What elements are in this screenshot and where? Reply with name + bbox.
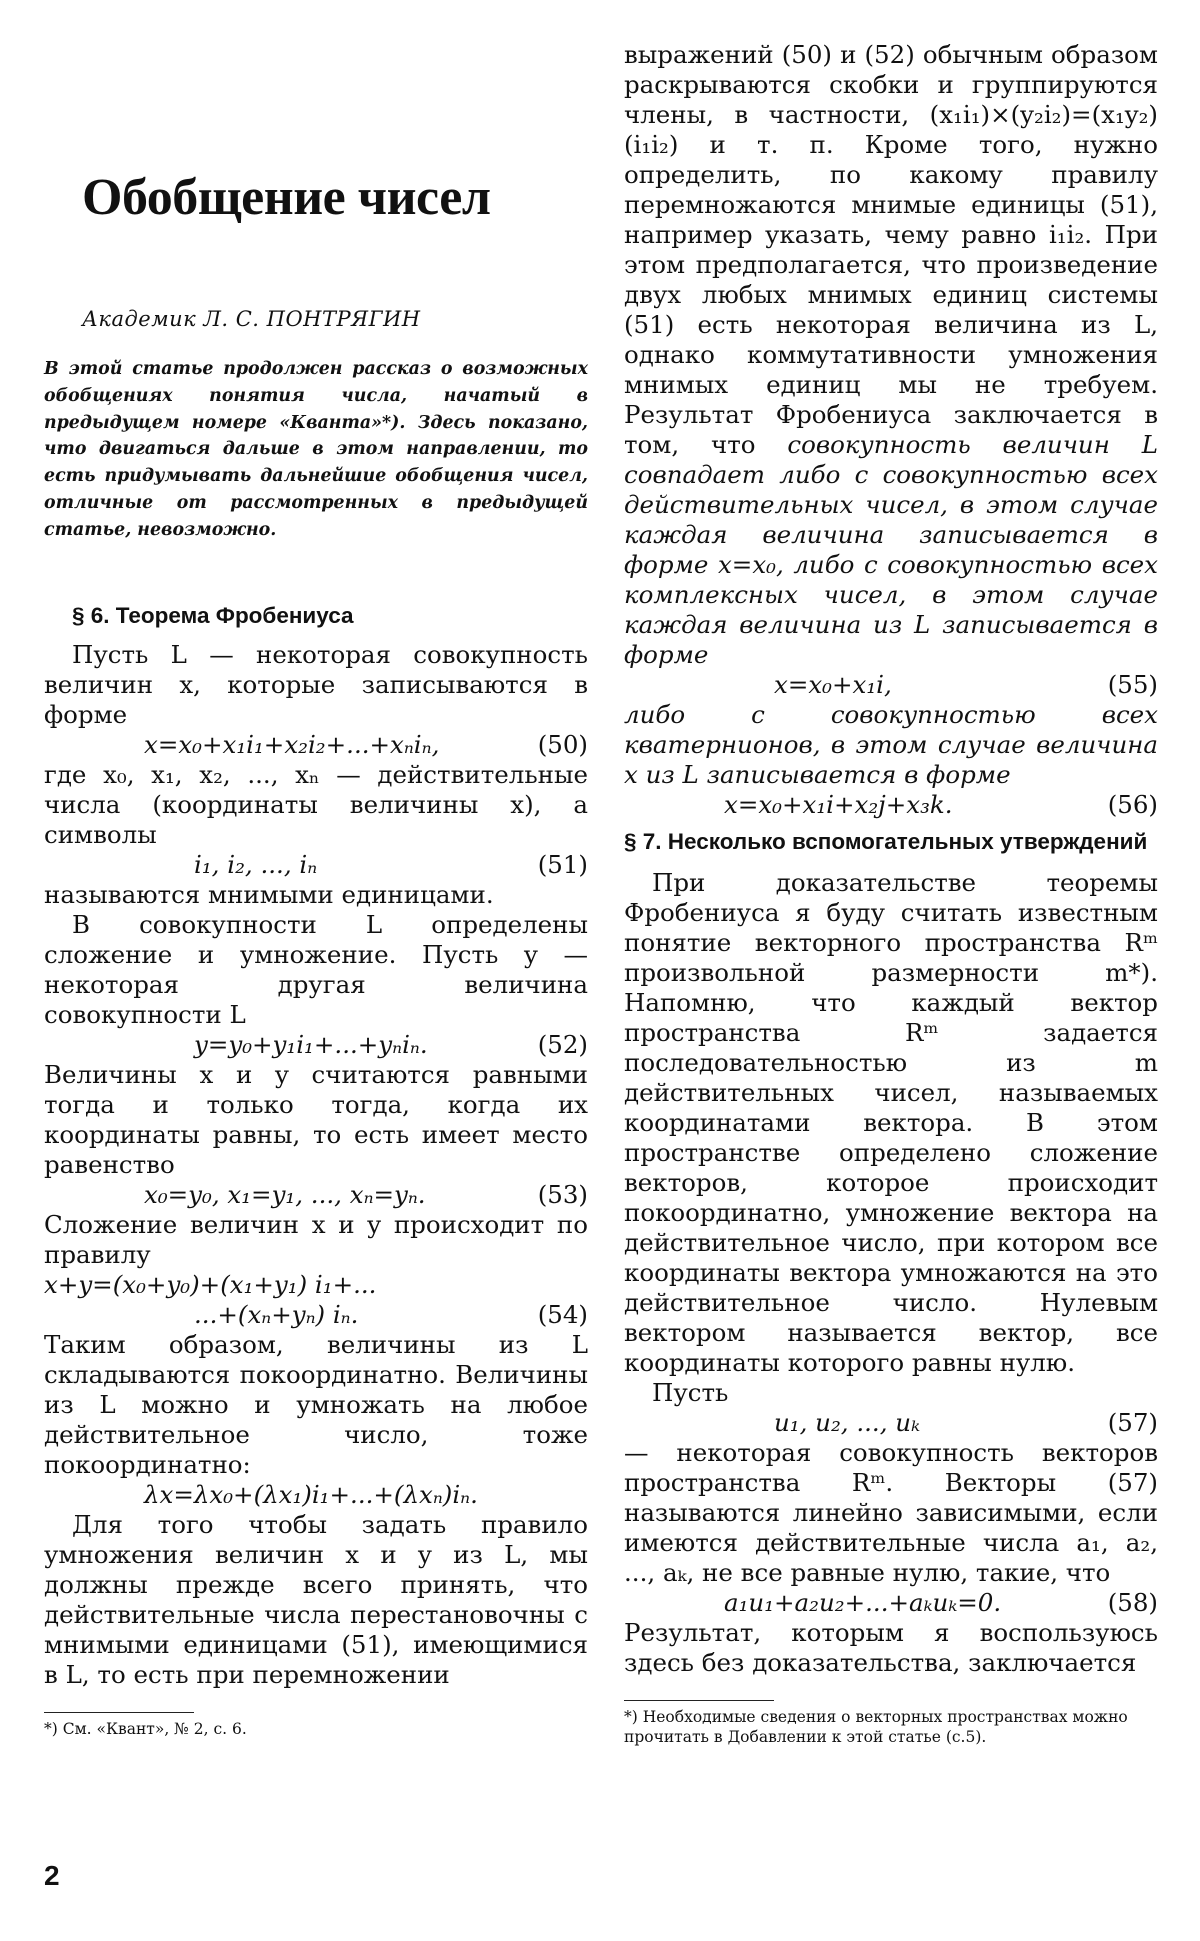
- paragraph: где x₀, x₁, x₂, ..., xₙ — действительные числа (координаты величины x), а символы: [44, 759, 588, 849]
- equation-body: x+y=(x₀+y₀)+(x₁+y₁) i₁+...: [44, 1269, 377, 1299]
- equation-number: (50): [537, 729, 588, 759]
- right-column: [624, 40, 1158, 1747]
- footnote-left: *) См. «Квант», № 2, с. 6.: [44, 1719, 247, 1738]
- equation-number: (56): [1107, 790, 1158, 819]
- equation-50: [44, 730, 588, 760]
- equation-number: (53): [537, 1179, 588, 1209]
- equation-number: (57): [1107, 1408, 1158, 1437]
- equation-58: [624, 1588, 1158, 1618]
- paragraph: Сложение величин x и y происходит по правилу: [44, 1209, 588, 1269]
- section-6-title: § 6. Теорема Фробениуса: [72, 602, 354, 628]
- equation-54-line-1: [44, 1270, 588, 1300]
- equation-number: (51): [537, 849, 588, 879]
- section-7-title: § 7. Несколько вспомогательных утверждений: [624, 829, 1148, 854]
- equation-body: x=x₀+x₁i+x₂j+x₃k.: [724, 790, 953, 819]
- equation-body: x₀=y₀, x₁=y₁, ..., xₙ=yₙ.: [144, 1179, 426, 1209]
- paragraph: В совокупности L определены сложение и умножение. Пусть y — некоторая другая величина совокупности L: [44, 909, 588, 1029]
- equation-number: (54): [537, 1299, 588, 1329]
- equation-body: i₁, i₂, ..., iₙ: [194, 849, 318, 879]
- equation-57: [624, 1408, 1158, 1438]
- left-column: [44, 40, 588, 1739]
- article-author: Академик Л. С. ПОНТРЯГИН: [82, 307, 421, 331]
- equation-53: [44, 1180, 588, 1210]
- footnote-divider: [624, 1700, 774, 1701]
- equation-body: x=x₀+x₁i₁+x₂i₂+...+xₙiₙ,: [144, 729, 440, 759]
- equation-body: u₁, u₂, ..., uₖ: [774, 1408, 921, 1437]
- paragraph: либо с совокупностью всех кватернионов, в этом случае величина x из L записывается в форме: [624, 700, 1158, 789]
- equation-54-line-2: [44, 1300, 588, 1330]
- paragraph: Пусть L — некоторая совокупность величин x, которые записываются в форме: [44, 639, 588, 729]
- article-abstract: В этой статье продолжен рассказ о возможных обобщениях понятия числа, начатый в предыдущем номере «Кванта»*). Здесь показано, что двигаться дальше в этом направлении, то есть придумывать дальнейшие обобщения чисел, отличные от рассмотренных в предыдущей статье, невозможно.: [44, 359, 588, 540]
- equation-body: λx=λx₀+(λx₁)i₁+...+(λxₙ)iₙ.: [144, 1479, 478, 1509]
- theorem-statement: совокупность величин L совпадает либо с совокупностью всех действительных чисел, в этом случае каждая величина записывается в форме x=x₀, либо с совокупностью всех комплексных чисел, в этом случае каждая величина из L записывается в форме: [624, 430, 1158, 669]
- paragraph: При доказательстве теоремы Фробениуса я буду считать известным понятие векторного пространства Rᵐ произвольной размерности m*). Напомню, что каждый вектор пространства Rᵐ задается последовательностью из m действительных чисел, называемых координатами вектора. В этом пространстве определено сложение векторов, которое происходит покоординатно, умножение вектора на действительное число, при котором все координаты вектора умножаются на это действительное число. Нулевым вектором называется вектор, все координаты которого равны нулю.: [624, 868, 1158, 1377]
- paragraph: Величины x и y считаются равными тогда и только тогда, когда их координаты равны, то есть имеет место равенство: [44, 1059, 588, 1179]
- equation-55: [624, 670, 1158, 700]
- paragraph: Для того чтобы задать правило умножения величин x и y из L, мы должны прежде всего принять, что действительные числа перестановочны с мнимыми единицами (51), имеющимися в L, то есть при перемножении: [44, 1509, 588, 1689]
- page-number: 2: [44, 1860, 60, 1891]
- equation-body: ...+(xₙ+yₙ) iₙ.: [194, 1299, 359, 1329]
- paragraph: — некоторая совокупность векторов пространства Rᵐ. Векторы (57) называются линейно зависимыми, если имеются действительные числа a₁, a₂, ..., aₖ, не все равные нулю, такие, что: [624, 1438, 1158, 1587]
- paragraph: Таким образом, величины из L складываются покоординатно. Величины из L можно и умножать на любое действительное число, тоже покоординатно:: [44, 1329, 588, 1479]
- equation-body: a₁u₁+a₂u₂+...+aₖuₖ=0.: [724, 1588, 1002, 1617]
- footnote-divider: [44, 1712, 194, 1713]
- equation-number: (58): [1107, 1588, 1158, 1617]
- equation-56: [624, 790, 1158, 820]
- article-title: Обобщение чисел: [82, 169, 491, 226]
- paragraph-text: выражений (50) и (52) обычным образом раскрываются скобки и группируются члены, в частности, (x₁i₁)×(y₂i₂)=(x₁y₂)(i₁i₂) и т. п. Кроме того, нужно определить, по какому правилу перемножаются мнимые единицы (51), например указать, чему равно i₁i₂. При этом предполагается, что произведение двух любых мнимых единиц системы (51) есть некоторая величина из L, однако коммутативности умножения мнимых единиц мы не требуем. Результат Фробениуса заключается в том, что: [624, 40, 1158, 459]
- equation-body: x=x₀+x₁i,: [774, 670, 892, 699]
- equation-body: y=y₀+y₁i₁+...+yₙiₙ.: [194, 1029, 428, 1059]
- equation-51: [44, 850, 588, 880]
- footnote-right: *) Необходимые сведения о векторных пространствах можно прочитать в Добавлении к этой статье (с.5).: [624, 1708, 1128, 1746]
- paragraph: Пусть: [652, 1378, 729, 1407]
- paragraph: [624, 40, 1158, 670]
- paragraph: называются мнимыми единицами.: [44, 879, 494, 909]
- equation-lambda: [44, 1480, 588, 1510]
- equation-number: (52): [537, 1029, 588, 1059]
- equation-number: (55): [1107, 670, 1158, 699]
- equation-52: [44, 1030, 588, 1060]
- paragraph: Результат, которым я воспользуюсь здесь без доказательства, заключается: [624, 1618, 1158, 1677]
